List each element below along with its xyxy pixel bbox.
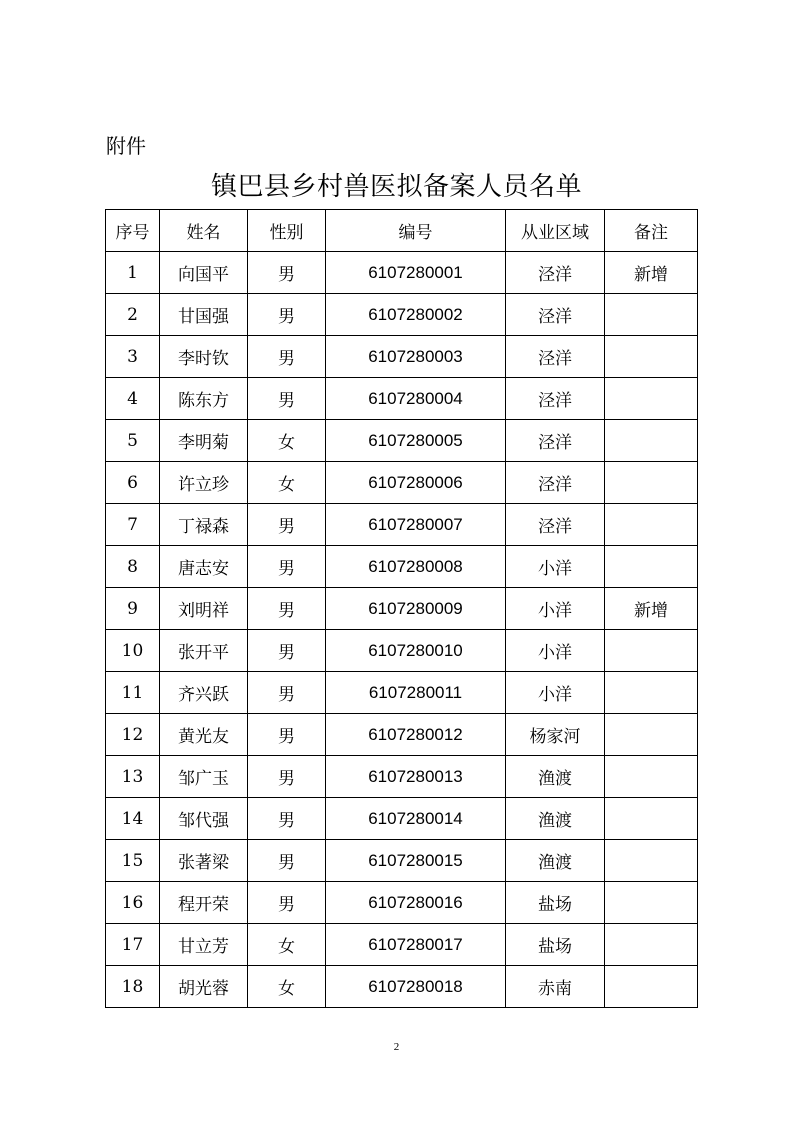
cell-remarks bbox=[605, 630, 698, 672]
cell-seq: 13 bbox=[106, 756, 160, 798]
cell-name: 张开平 bbox=[160, 630, 248, 672]
cell-name: 丁禄森 bbox=[160, 504, 248, 546]
cell-seq: 16 bbox=[106, 882, 160, 924]
cell-name: 邹广玉 bbox=[160, 756, 248, 798]
cell-gender: 男 bbox=[248, 378, 326, 420]
cell-seq: 5 bbox=[106, 420, 160, 462]
table-row bbox=[106, 546, 698, 588]
cell-remarks bbox=[605, 672, 698, 714]
cell-area: 小洋 bbox=[506, 588, 605, 630]
cell-remarks bbox=[605, 546, 698, 588]
cell-name: 甘立芳 bbox=[160, 924, 248, 966]
cell-code: 6107280016 bbox=[326, 882, 506, 924]
cell-remarks bbox=[605, 420, 698, 462]
cell-seq: 1 bbox=[106, 252, 160, 294]
cell-remarks bbox=[605, 378, 698, 420]
table-row bbox=[106, 714, 698, 756]
cell-name: 黄光友 bbox=[160, 714, 248, 756]
attachment-label: 附件 bbox=[106, 134, 146, 158]
document-title: 镇巴县乡村兽医拟备案人员名单 bbox=[210, 172, 582, 202]
cell-gender: 男 bbox=[248, 546, 326, 588]
table-row bbox=[106, 840, 698, 882]
cell-gender: 男 bbox=[248, 672, 326, 714]
cell-code: 6107280013 bbox=[326, 756, 506, 798]
cell-code: 6107280005 bbox=[326, 420, 506, 462]
cell-seq: 2 bbox=[106, 294, 160, 336]
cell-area: 杨家河 bbox=[506, 714, 605, 756]
cell-remarks bbox=[605, 294, 698, 336]
cell-remarks: 新增 bbox=[605, 588, 698, 630]
cell-code: 6107280011 bbox=[326, 672, 506, 714]
cell-name: 李明菊 bbox=[160, 420, 248, 462]
cell-name: 向国平 bbox=[160, 252, 248, 294]
cell-remarks bbox=[605, 714, 698, 756]
cell-name: 胡光蓉 bbox=[160, 966, 248, 1008]
cell-gender: 女 bbox=[248, 420, 326, 462]
cell-seq: 4 bbox=[106, 378, 160, 420]
cell-area: 泾洋 bbox=[506, 336, 605, 378]
cell-code: 6107280003 bbox=[326, 336, 506, 378]
cell-code: 6107280018 bbox=[326, 966, 506, 1008]
cell-seq: 18 bbox=[106, 966, 160, 1008]
cell-remarks bbox=[605, 840, 698, 882]
table-row bbox=[106, 630, 698, 672]
table-row bbox=[106, 504, 698, 546]
cell-area: 小洋 bbox=[506, 546, 605, 588]
cell-name: 陈东方 bbox=[160, 378, 248, 420]
cell-gender: 男 bbox=[248, 798, 326, 840]
roster-table bbox=[105, 209, 698, 1008]
table-row bbox=[106, 420, 698, 462]
table-row bbox=[106, 966, 698, 1008]
table-row bbox=[106, 462, 698, 504]
cell-gender: 男 bbox=[248, 504, 326, 546]
cell-gender: 男 bbox=[248, 630, 326, 672]
cell-seq: 7 bbox=[106, 504, 160, 546]
cell-remarks bbox=[605, 924, 698, 966]
table-header-row bbox=[106, 210, 698, 252]
cell-name: 李时钦 bbox=[160, 336, 248, 378]
cell-seq: 8 bbox=[106, 546, 160, 588]
header-name: 姓名 bbox=[160, 210, 248, 252]
cell-code: 6107280008 bbox=[326, 546, 506, 588]
cell-gender: 男 bbox=[248, 294, 326, 336]
cell-code: 6107280009 bbox=[326, 588, 506, 630]
cell-remarks bbox=[605, 336, 698, 378]
cell-seq: 6 bbox=[106, 462, 160, 504]
cell-name: 张著梁 bbox=[160, 840, 248, 882]
cell-name: 许立珍 bbox=[160, 462, 248, 504]
cell-code: 6107280015 bbox=[326, 840, 506, 882]
cell-name: 唐志安 bbox=[160, 546, 248, 588]
cell-remarks bbox=[605, 882, 698, 924]
cell-code: 6107280012 bbox=[326, 714, 506, 756]
cell-area: 赤南 bbox=[506, 966, 605, 1008]
cell-remarks bbox=[605, 966, 698, 1008]
cell-seq: 10 bbox=[106, 630, 160, 672]
cell-area: 小洋 bbox=[506, 630, 605, 672]
cell-remarks bbox=[605, 798, 698, 840]
cell-gender: 女 bbox=[248, 924, 326, 966]
cell-area: 泾洋 bbox=[506, 420, 605, 462]
cell-gender: 女 bbox=[248, 966, 326, 1008]
cell-area: 泾洋 bbox=[506, 252, 605, 294]
cell-area: 渔渡 bbox=[506, 798, 605, 840]
cell-seq: 12 bbox=[106, 714, 160, 756]
table-body bbox=[106, 252, 698, 1008]
header-gender: 性别 bbox=[248, 210, 326, 252]
cell-seq: 14 bbox=[106, 798, 160, 840]
cell-gender: 男 bbox=[248, 756, 326, 798]
header-seq: 序号 bbox=[106, 210, 160, 252]
cell-remarks bbox=[605, 462, 698, 504]
cell-gender: 男 bbox=[248, 840, 326, 882]
cell-area: 泾洋 bbox=[506, 462, 605, 504]
cell-gender: 男 bbox=[248, 252, 326, 294]
header-code: 编号 bbox=[326, 210, 506, 252]
cell-name: 齐兴跃 bbox=[160, 672, 248, 714]
cell-gender: 女 bbox=[248, 462, 326, 504]
cell-code: 6107280006 bbox=[326, 462, 506, 504]
table-row bbox=[106, 756, 698, 798]
cell-code: 6107280007 bbox=[326, 504, 506, 546]
cell-remarks: 新增 bbox=[605, 252, 698, 294]
cell-code: 6107280014 bbox=[326, 798, 506, 840]
cell-area: 盐场 bbox=[506, 924, 605, 966]
cell-area: 小洋 bbox=[506, 672, 605, 714]
cell-remarks bbox=[605, 504, 698, 546]
cell-name: 甘国强 bbox=[160, 294, 248, 336]
table-row bbox=[106, 672, 698, 714]
cell-name: 程开荣 bbox=[160, 882, 248, 924]
cell-code: 6107280004 bbox=[326, 378, 506, 420]
cell-code: 6107280001 bbox=[326, 252, 506, 294]
cell-code: 6107280010 bbox=[326, 630, 506, 672]
table-row bbox=[106, 336, 698, 378]
cell-area: 渔渡 bbox=[506, 840, 605, 882]
header-remarks: 备注 bbox=[605, 210, 698, 252]
header-area: 从业区域 bbox=[506, 210, 605, 252]
cell-seq: 9 bbox=[106, 588, 160, 630]
cell-seq: 3 bbox=[106, 336, 160, 378]
table-row bbox=[106, 252, 698, 294]
cell-seq: 17 bbox=[106, 924, 160, 966]
cell-remarks bbox=[605, 756, 698, 798]
cell-gender: 男 bbox=[248, 714, 326, 756]
cell-seq: 15 bbox=[106, 840, 160, 882]
cell-code: 6107280017 bbox=[326, 924, 506, 966]
cell-seq: 11 bbox=[106, 672, 160, 714]
page-number: 2 bbox=[393, 1041, 400, 1053]
cell-name: 刘明祥 bbox=[160, 588, 248, 630]
cell-area: 泾洋 bbox=[506, 294, 605, 336]
table-row bbox=[106, 798, 698, 840]
cell-name: 邹代强 bbox=[160, 798, 248, 840]
cell-area: 泾洋 bbox=[506, 504, 605, 546]
cell-gender: 男 bbox=[248, 336, 326, 378]
table-row bbox=[106, 294, 698, 336]
table-row bbox=[106, 924, 698, 966]
cell-code: 6107280002 bbox=[326, 294, 506, 336]
table-row bbox=[106, 378, 698, 420]
table-row bbox=[106, 588, 698, 630]
cell-area: 盐场 bbox=[506, 882, 605, 924]
cell-area: 渔渡 bbox=[506, 756, 605, 798]
table-row bbox=[106, 882, 698, 924]
cell-area: 泾洋 bbox=[506, 378, 605, 420]
cell-gender: 男 bbox=[248, 882, 326, 924]
cell-gender: 男 bbox=[248, 588, 326, 630]
